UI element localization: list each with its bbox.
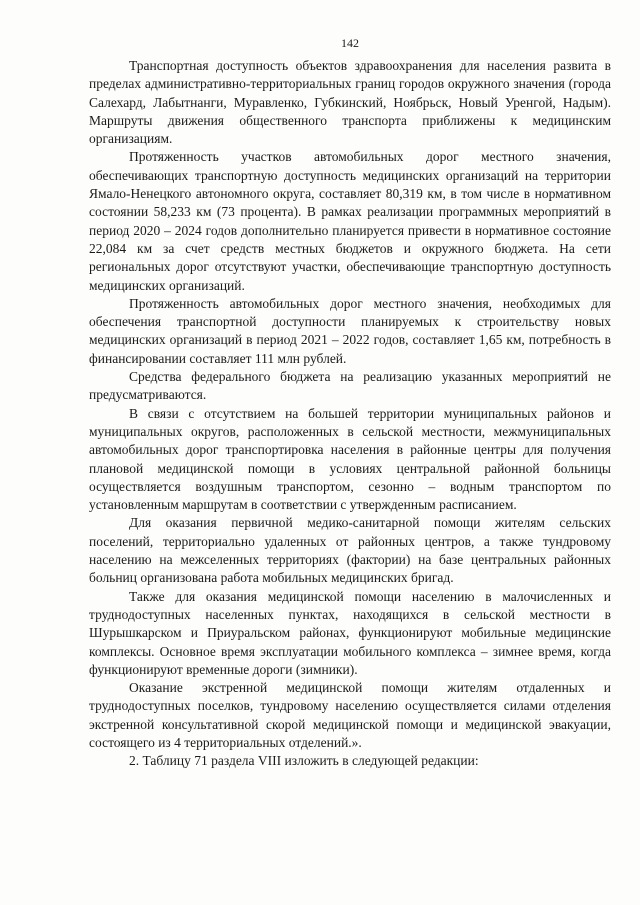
paragraph-local-roads-length: Протяженность участков автомобильных дорог местного значения, обеспечивающих транспортную доступность медицинских организаций на территории Ямало-Ненецкого автономного округа, составляет 80,319 км, в том числе в нормативном состоянии 58,233 км (73 процента). В рамках реализации программных мероприятий в период 2020 – 2024 годов дополнительно планируется привести в нормативное состояние 22,084 км за счет средств местных бюджетов и окружного бюджета. На сети региональных дорог отсутствуют участки, обеспечивающие транспортную доступность медицинских организаций. — [89, 149, 611, 293]
paragraph-emergency-care: Оказание экстренной медицинской помощи жителям отдаленных и труднодоступных поселков, тундровому населению осуществляется силами отделения экстренной консультативной скорой медицинской помощи и медицинской эвакуации, состоящего из 4 территориальных отделений.». — [89, 680, 611, 750]
paragraph-transport-accessibility: Транспортная доступность объектов здравоохранения для населения развита в пределах административно-территориальных границ городов окружного значения (города Салехард, Лабытнанги, Муравленко, Губкинский, Ноябрьск, Новый Уренгой, Надым). Маршруты движения общественного транспорта приближены к медицинским организациям. — [89, 58, 611, 147]
paragraph-transportation-to-centers: В связи с отсутствием на большей территории муниципальных районов и муниципальных округов, расположенных в сельской местности, межмуниципальных автомобильных дорог транспортировка населения в районные центры для получения плановой медицинской помощи в условиях центральной районной больницы осуществляется воздушным транспортом, сезонно – водным транспортом по установленным маршрутам в соответствии с утвержденным расписанием. — [89, 405, 611, 513]
page-number: 142 — [341, 36, 359, 50]
paragraph-mobile-complexes: Также для оказания медицинской помощи населению в малочисленных и труднодоступных населенных пунктах, находящихся в сельской местности в Шурышкарском и Приуральском районах, функционируют мобильные медицинские комплексы. Основное время эксплуатации мобильного комплекса – зимнее время, когда функционируют временные дороги (зимники). — [89, 588, 611, 677]
paragraph-table-71-edit: 2. Таблицу 71 раздела VIII изложить в следующей редакции: — [129, 753, 479, 769]
paragraph-federal-budget: Средства федерального бюджета на реализацию указанных мероприятий не предусматриваются. — [89, 369, 611, 403]
paragraph-mobile-brigades: Для оказания первичной медико-санитарной помощи жителям сельских поселений, территориально удаленных от районных центров, а также тундровому населению на межселенных территориях (фактории) на базе центральных районных больниц организована работа мобильных медицинских бригад. — [89, 515, 611, 586]
paragraph-new-organizations-roads: Протяженность автомобильных дорог местного значения, необходимых для обеспечения транспортной доступности планируемых к строительству новых медицинских организаций в период 2021 – 2022 годов, составляет 1,65 км, потребность в финансировании составляет 111 млн рублей. — [89, 295, 611, 366]
